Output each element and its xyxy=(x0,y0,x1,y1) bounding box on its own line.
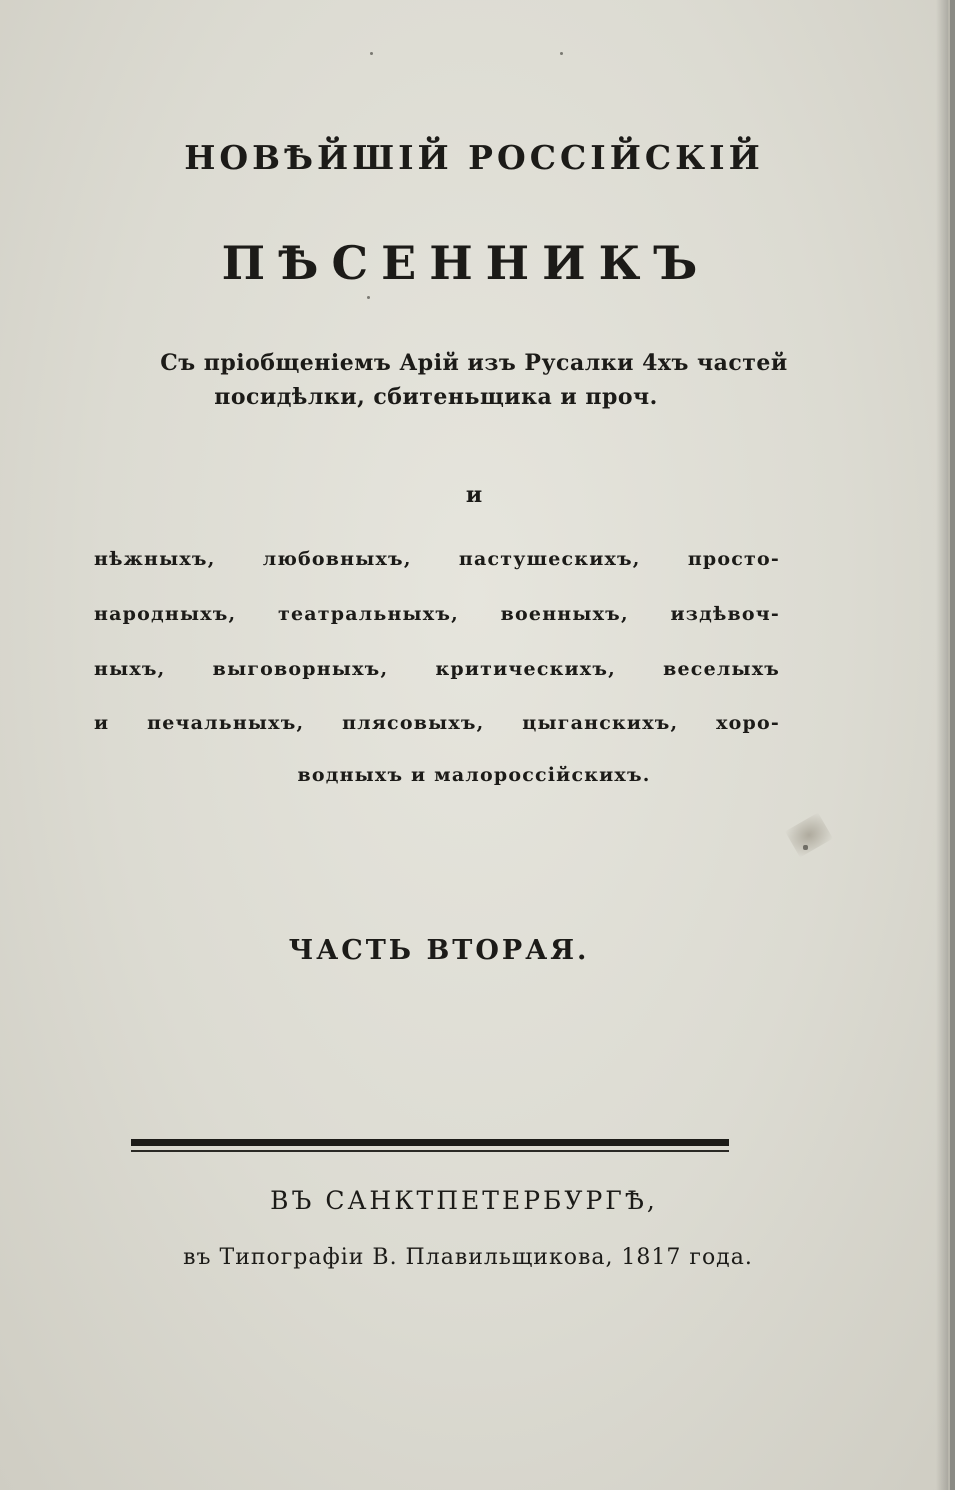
title-line-1: НОВѢЙШІЙ РОССІЙСКІЙ xyxy=(184,138,764,177)
paper-stain xyxy=(785,813,833,858)
song-types-line-4: и печальныхъ, плясовыхъ, цыганскихъ, хоро- xyxy=(94,712,780,734)
imprint-place: ВЪ САНКТПЕТЕРБУРГѢ, xyxy=(270,1186,658,1215)
paper-speck xyxy=(370,52,373,55)
song-types-line-1: нѣжныхъ, любовныхъ, пастушескихъ, просто- xyxy=(94,548,780,570)
paper-speck xyxy=(367,296,370,299)
divider-rule-thick xyxy=(131,1139,729,1146)
song-types-line-3: ныхъ, выговорныхъ, критическихъ, веселыхъ xyxy=(94,658,780,680)
subtitle-line-1: Съ пріобщеніемъ Арій изъ Русалки 4хъ частей xyxy=(160,350,788,376)
divider-rule-thin xyxy=(131,1150,729,1152)
part-heading: ЧАСТЬ ВТОРАЯ. xyxy=(288,935,590,966)
paper-speck xyxy=(803,845,808,850)
title-line-2: ПѢСЕННИКЪ xyxy=(221,236,711,290)
song-types-line-2: народныхъ, театральныхъ, военныхъ, издѣвоч- xyxy=(94,603,780,625)
imprint-press: въ Типографіи В. Плавильщикова, 1817 года. xyxy=(183,1245,753,1270)
conjunction: и xyxy=(465,482,483,508)
song-types-line-5: водныхъ и малороссійскихъ. xyxy=(297,764,651,786)
paper-speck xyxy=(560,52,563,55)
subtitle-line-2: посидѣлки, сбитеньщика и проч. xyxy=(214,384,658,410)
